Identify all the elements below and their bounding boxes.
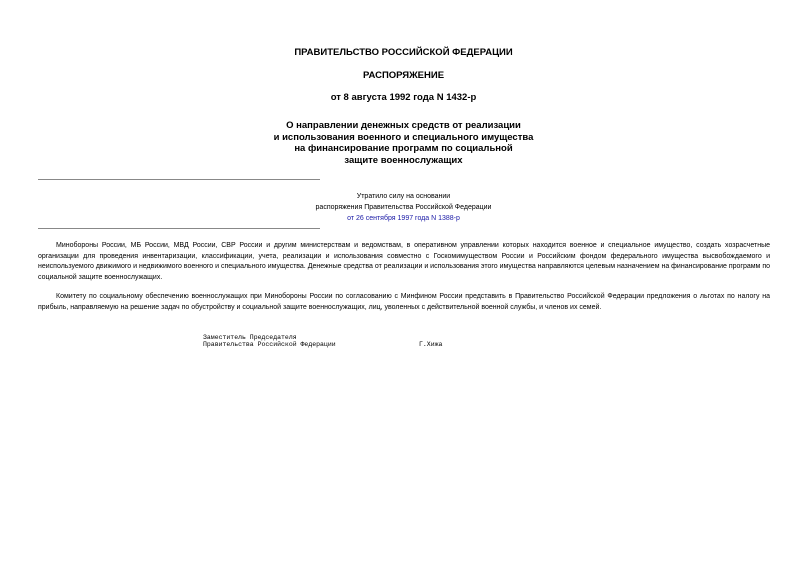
divider-top [38,179,320,180]
document-date-number: от 8 августа 1992 года N 1432-р [330,92,477,103]
title-line: и использования военного и специального имущества [273,131,534,143]
signature-name: Г.Хижа [419,341,443,348]
document-title [0,120,807,166]
title-line: защите военнослужащих [344,154,463,166]
status-note-line: Утратило силу на основании [356,193,451,200]
government-heading: ПРАВИТЕЛЬСТВО РОССИЙСКОЙ ФЕДЕРАЦИИ [294,47,513,58]
divider-bottom [38,228,320,229]
document-type: РАСПОРЯЖЕНИЕ [362,70,445,81]
signature-position-line2: Правительства Российской Федерации [203,341,336,348]
paragraph-2: Комитету по социальному обеспечению военнослужащих при Минобороны России по согласованию с Минфином России представить в Правительство Российской Федерации предложения о льготах по налогу на прибыль, направляемую на решение задач по обустройству и социальной защите военнослужащих, лиц, уволенных с действительной военной службы, и членов их семей. [38,293,770,311]
paragraph-1: Минобороны России, МБ России, МВД России, СВР России и другим министерствам и ведомствам, в оперативном управлении которых находится военное и специальное имущество, создать хозрасчетные организации для проведения инвентаризации, классификации, учета, реализации и использования совместно с Госкомимуществом России и Российским фондом федерального имущества высвобождаемого и неиспользуемого движимого и недвижимого военного и специального имущества. Денежные средства от реализации и использования этого имущества направляются целевым назначением на финансирование программ по социальной защите военнослужащих. [38,242,770,281]
signature-position-line1: Заместитель Председателя [203,334,297,341]
title-line: О направлении денежных средств от реализации [286,120,521,131]
title-line: на финансирование программ по социальной [294,143,513,154]
status-note [0,191,807,224]
status-note-line: распоряжения Правительства Российской Федерации [315,204,492,211]
repeal-document-link[interactable]: от 26 сентября 1997 года N 1388-р [347,215,460,222]
